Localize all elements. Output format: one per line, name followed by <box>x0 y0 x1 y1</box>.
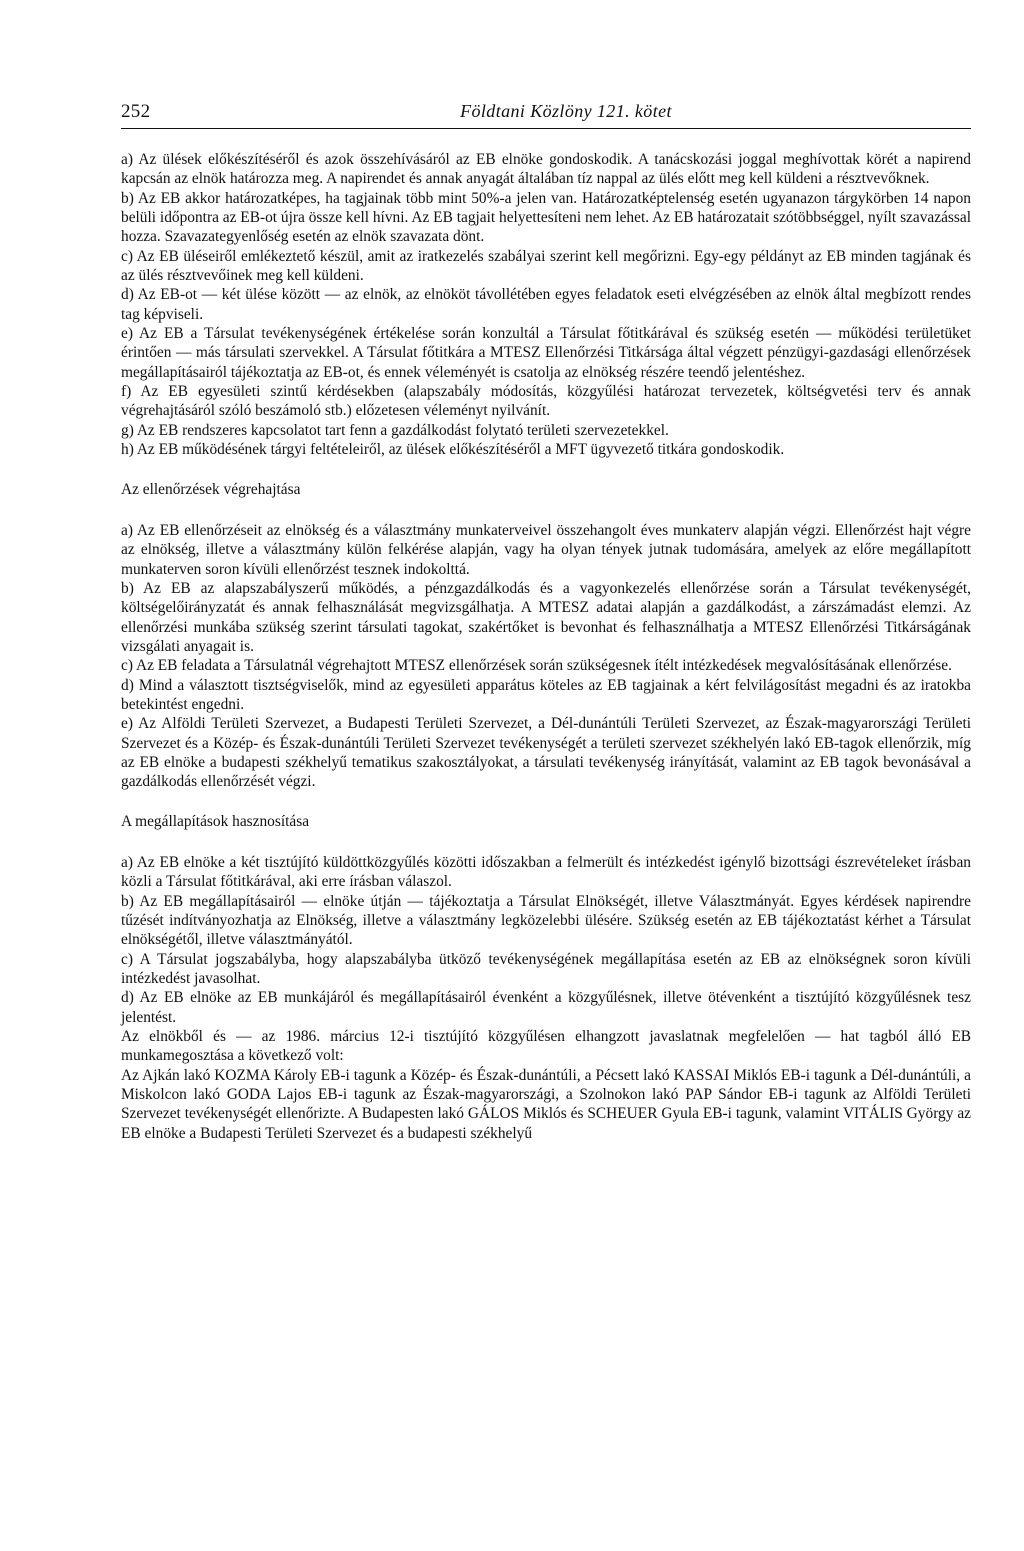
section-heading: Az ellenőrzések végrehajtása <box>121 480 301 498</box>
body-text <box>121 150 971 1143</box>
paragraph: e) Az EB a Társulat tevékenységének értékelése során konzultál a Társulat főtitkárával és szükség esetén — működési területüket érintően — más társulati szervekkel. A Társulat főtitkára a MTESZ Ellenőrzési Titkársága által végzett pénzügyi-gazdasági ellenőrzések megállapításairól tájékoztatja az EB-ot, és ennek véleményét is csatolja az elnökség részére teendő jelentéshez. <box>121 325 971 381</box>
paragraph: b) Az EB akkor határozatképes, ha tagjainak több mint 50%-a jelen van. Határozatképtelenség esetén ugyanazon tárgykörben 14 napon belüli időpontra az EB-ot újra össze kell hívni. Az EB tagjait helyettesíteni nem lehet. Az EB határozatait szótöbbséggel, nyílt szavazással hozza. Szavazategyenlőség esetén az elnök szavazata dönt. <box>121 189 971 246</box>
paragraph: c) Az EB feladata a Társulatnál végrehajtott MTESZ ellenőrzések során szükségesnek ítélt intézkedések megvalósításának ellenőrzése. <box>121 657 952 675</box>
paragraph: b) Az EB megállapításairól — elnöke útján — tájékoztatja a Társulat Elnökségét, illetve Választmányát. Egyes kérdések napirendre tűzését indítványozhatja az Elnökség, illetve a választmány legközelebbi ülésére. Szükség esetén az EB tájékoztatást kérhet a Társulat elnökségétől, illetve választmányától. <box>121 892 971 949</box>
paragraph: a) Az EB ellenőrzéseit az elnökség és a választmány munkaterveivel összehangolt éves munkaterv alapján végzi. Ellenőrzést hajt végre az elnökség, illetve a választmány külön felkérése alapján, vagy ha olyan tények jutnak tudomására, amelyek az előre megállapított munkaterven soron kívüli ellenőrzést tesznek indokolttá. <box>121 521 971 578</box>
page-header <box>121 101 971 127</box>
paragraph: a) Az EB elnöke a két tisztújító küldöttközgyűlés közötti időszakban a felmerült és intézkedést igénylő bizottsági észrevételeket írásban közli a Társulat főtitkárával, aki erre írásban válaszol. <box>121 854 971 891</box>
paragraph: d) Mind a választott tisztségviselők, mind az egyesületi apparátus köteles az EB tagjainak a kért felvilágosítást megadni és az iratokba betekintést engedni. <box>121 676 971 713</box>
paragraph: e) Az Alföldi Területi Szervezet, a Budapesti Területi Szervezet, a Dél-dunántúli Területi Szervezet, az Észak-magyarországi Területi Szervezet és a Közép- és Észak-dunántúli Területi Szervezet tevékenységét a területi szervezet székhelyén lakó EB-tagok ellenőrzik, míg az EB elnöke a budapesti székhelyű tematikus szakosztályokat, a társulati tevékenység irányítását, valamint az EB tagok bevonásával a gazdálkodás ellenőrzését végzi. <box>121 715 971 791</box>
page-number: 252 <box>121 101 151 122</box>
paragraph: g) Az EB rendszeres kapcsolatot tart fenn a gazdálkodást folytató területi szervezetekkel. <box>121 421 669 439</box>
journal-title: Földtani Közlöny 121. kötet <box>460 101 672 121</box>
paragraph: h) Az EB működésének tárgyi feltételeiről, az ülések előkészítéséről a MFT ügyvezető titkára gondoskodik. <box>121 441 785 459</box>
paragraph: b) Az EB az alapszabályszerű működés, a pénzgazdálkodás és a vagyonkezelés ellenőrzése során a Társulat tevékenységét, költségelőirányzatát és annak felhasználását megvizsgálhatja. A MTESZ adatai alapján a gazdálkodást, a zárszámadást elemzi. Az ellenőrzési munkába szükség szerint társulati tagokat, szakértőket is bevonhat és felhasználhatja a MTESZ Ellenőrzési Titkárságának vizsgálati anyagait is. <box>121 579 971 655</box>
paragraph: f) Az EB egyesületi szintű kérdésekben (alapszabály módosítás, közgyűlési határozat tervezetek, költségvetési terv és annak végrehajtásáról szóló beszámoló stb.) előzetesen véleményt nyilvánít. <box>121 383 971 420</box>
paragraph: d) Az EB elnöke az EB munkájáról és megállapításairól évenként a közgyűlésnek, illetve ötévenként a tisztújító közgyűlésnek tesz jelentést. <box>121 989 971 1026</box>
header-rule <box>121 128 971 129</box>
paragraph: c) A Társulat jogszabályba, hogy alapszabályba ütköző tevékenységének megállapítása esetén az EB az elnökségnek soron kívüli intézkedést javasolhat. <box>121 950 971 988</box>
paragraph: a) Az ülések előkészítéséről és azok összehívásáról az EB elnöke gondoskodik. A tanácskozási joggal meghívottak körét a napirend kapcsán az elnök határozza meg. A napirendet és annak anyagát általában tíz nappal az ülés előtt meg kell küldeni a résztvevőknek. <box>121 151 971 188</box>
paragraph: Az elnökből és — az 1986. március 12-i tisztújító közgyűlésen elhangzott javaslatnak megfelelően — hat tagból álló EB munkamegosztása a következő volt: <box>121 1028 971 1065</box>
paragraph: Az Ajkán lakó KOZMA Károly EB-i tagunk a Közép- és Észak-dunántúli, a Pécsett lakó KASSAI Miklós EB-i tagunk a Dél-dunántúli, a Miskolcon lakó GODA Lajos EB-i tagunk az Észak-magyarországi, a Szolnokon lakó PAP Sándor EB-i tagunk az Alföldi Területi Szervezet tevékenységét ellenőrizte. A Budapesten lakó GÁLOS Miklós és SCHEUER Gyula EB-i tagunk, valamint VITÁLIS György az EB elnöke a Budapesti Területi Szervezet és a budapesti székhelyű <box>121 1066 971 1142</box>
paragraph: d) Az EB-ot — két ülése között — az elnök, az elnököt távollétében egyes feladatok eseti elvégzésében az elnök által megbízott rendes tag képviseli. <box>121 286 971 323</box>
section-heading: A megállapítások hasznosítása <box>121 812 310 830</box>
paragraph: c) Az EB üléseiről emlékeztető készül, amit az iratkezelés szabályai szerint kell megőrizni. Egy-egy példányt az EB minden tagjának és az ülés résztvevőinek meg kell küldeni. <box>121 247 971 285</box>
